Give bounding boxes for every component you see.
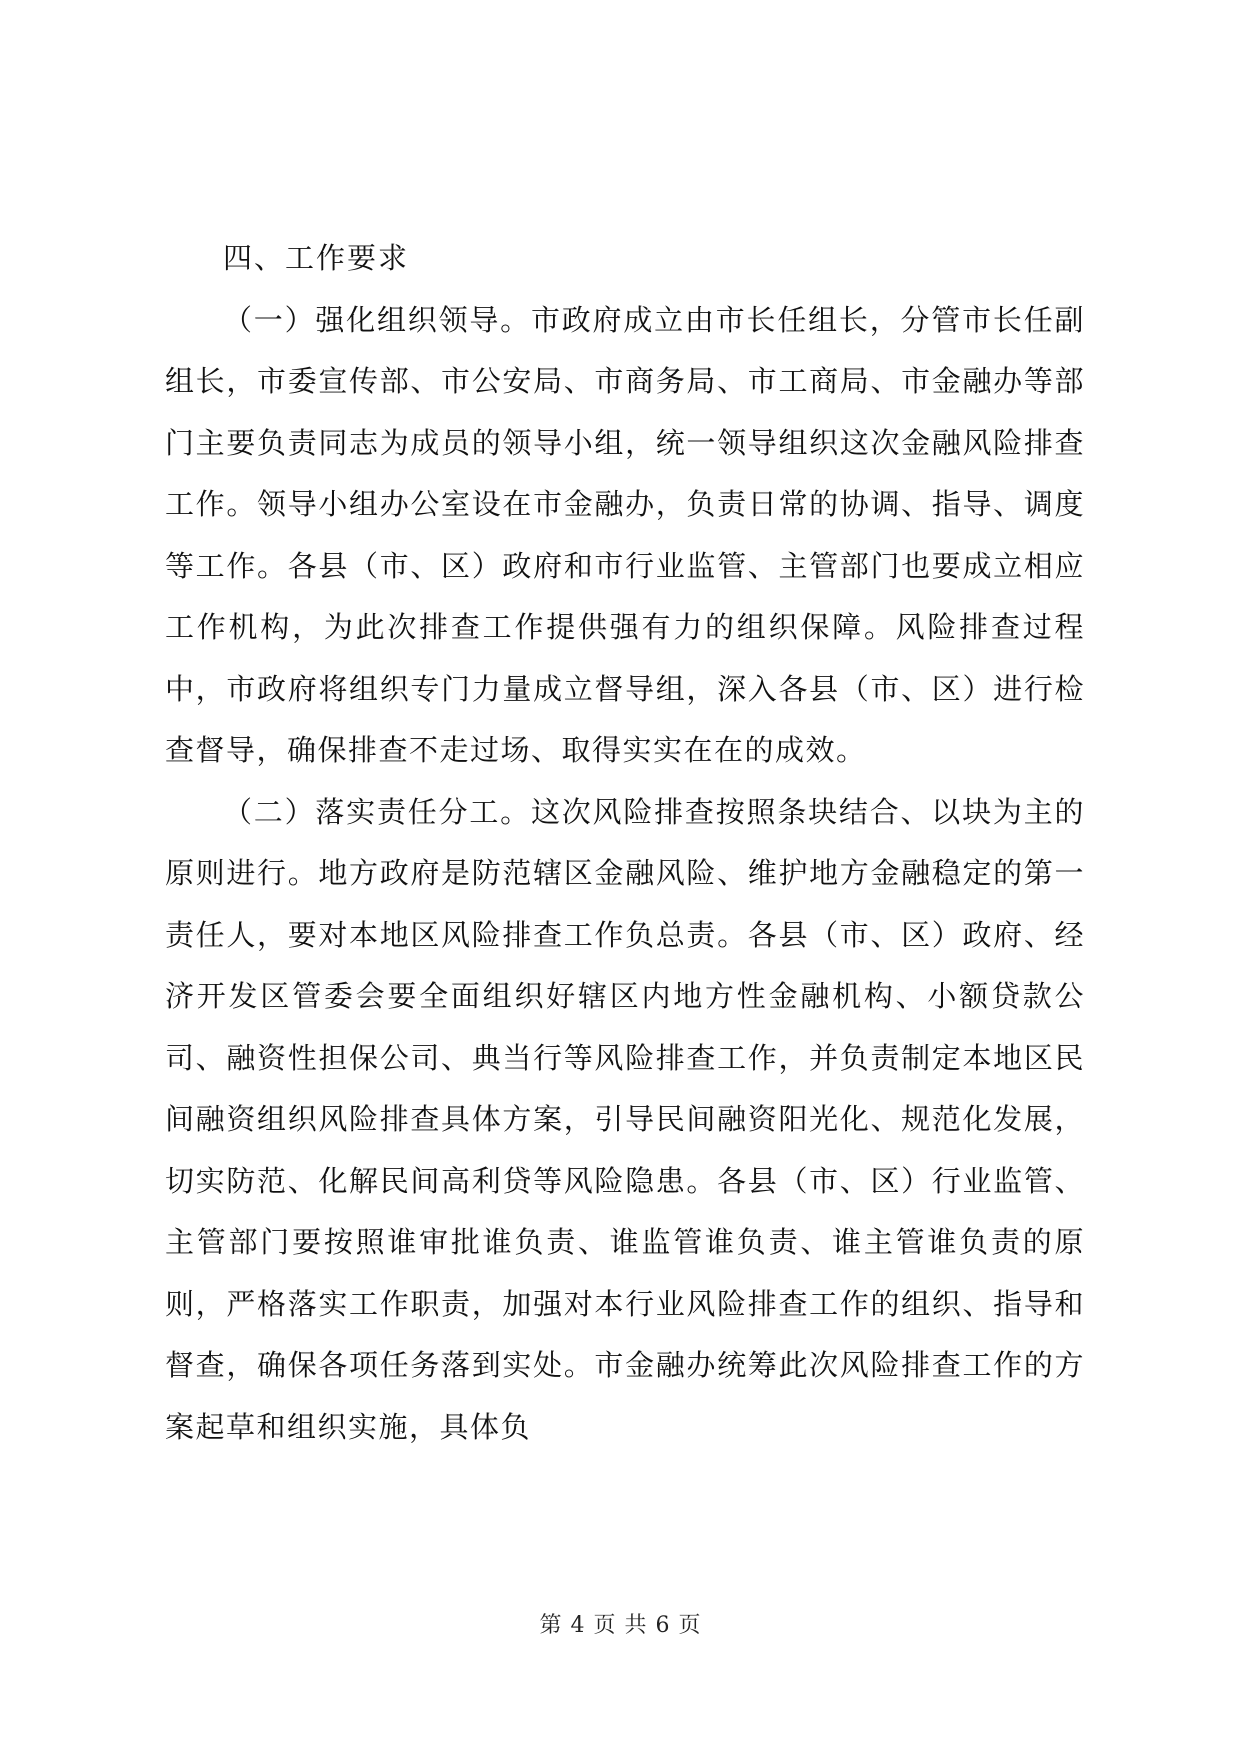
section-heading: 四、工作要求	[223, 241, 410, 275]
document-body	[165, 228, 1085, 1458]
paragraph-responsibility-division: （二）落实责任分工。这次风险排查按照条块结合、以块为主的原则进行。地方政府是防范辖区金融风险、维护地方金融稳定的第一责任人，要对本地区风险排查工作负总责。各县（市、区）政府、经济开发区管委会要全面组织好辖区内地方性金融机构、小额贷款公司、融资性担保公司、典当行等风险排查工作，并负责制定本地区民间融资组织风险排查具体方案，引导民间融资阳光化、规范化发展，切实防范、化解民间高利贷等风险隐患。各县（市、区）行业监管、主管部门要按照谁审批谁负责、谁监管谁负责、谁主管谁负责的原则，严格落实工作职责，加强对本行业风险排查工作的组织、指导和督查，确保各项任务落到实处。市金融办统筹此次风险排查工作的方案起草和组织实施，具体负	[165, 794, 1085, 1444]
page-number-footer: 第 4 页 共 6 页	[539, 1613, 702, 1638]
paragraph-organization-leadership: （一）强化组织领导。市政府成立由市长任组长，分管市长任副组长，市委宣传部、市公安局、市商务局、市工商局、市金融办等部门主要负责同志为成员的领导小组，统一领导组织这次金融风险排查工作。领导小组办公室设在市金融办，负责日常的协调、指导、调度等工作。各县（市、区）政府和市行业监管、主管部门也要成立相应工作机构，为此次排查工作提供强有力的组织保障。风险排查过程中，市政府将组织专门力量成立督导组，深入各县（市、区）进行检查督导，确保排查不走过场、取得实实在在的成效。	[165, 302, 1085, 767]
